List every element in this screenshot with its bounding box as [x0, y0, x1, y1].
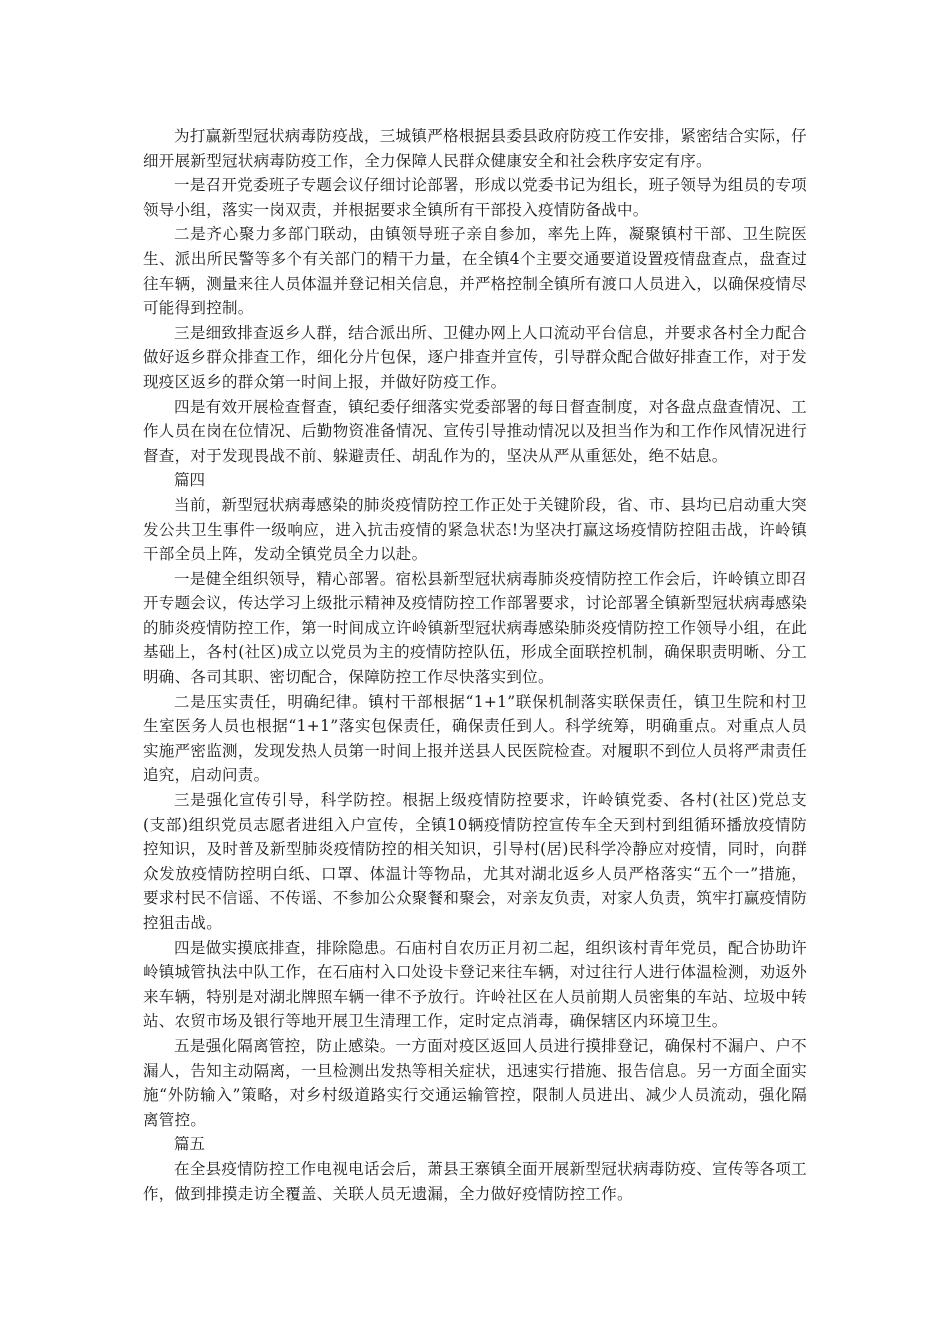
paragraph: 一是健全组织领导，精心部署。宿松县新型冠状病毒肺炎疫情防控工作会后，许岭镇立即召开专题会议，传达学习上级批示精神及疫情防控工作部署要求，讨论部署全镇新型冠状病毒感染的肺炎疫情防控工作，第一时间成立许岭镇新型冠状病毒感染肺炎疫情防控工作领导小组，在此基础上，各村(社区)成立以党员为主的疫情防控队伍，形成全面联控机制，确保职责明晰、分工明确、各司其职、密切配合，保障防控工作尽快落实到位。 — [143, 569, 807, 687]
section-heading: 篇四 — [174, 471, 206, 490]
paragraph: 一是召开党委班子专题会议仔细讨论部署，形成以党委书记为组长，班子领导为组员的专项领导小组，落实一岗双责，并根据要求全镇所有干部投入疫情防备战中。 — [143, 176, 807, 219]
paragraph: 四是做实摸底排查，排除隐患。石庙村自农历正月初二起，组织该村青年党员，配合协助许岭镇城管执法中队工作，在石庙村入口处设卡登记来往车辆，对过往行人进行体温检测，劝返外来车辆，特别是对湖北牌照车辆一律不予放行。许岭社区在人员前期人员密集的车站、垃圾中转站、农贸市场及银行等地开展卫生清理工作，定时定点消毒，确保辖区内环境卫生。 — [143, 938, 807, 1031]
paragraph: 在全县疫情防控工作电视电话会后，萧县王寨镇全面开展新型冠状病毒防疫、宣传等各项工作，做到排摸走访全覆盖、关联人员无遗漏，全力做好疫情防控工作。 — [143, 1159, 807, 1203]
paragraph: 三是强化宣传引导，科学防控。根据上级疫情防控要求，许岭镇党委、各村(社区)党总支(支部)组织党员志愿者进组入户宣传，全镇10辆疫情防控宣传车全天到村到组循环播放疫情防控知识，及时普及新型肺炎疫情防控的相关知识，引导村(居)民科学冷静应对疫情，同时，向群众发放疫情防控明白纸、口罩、体温计等物品，尤其对湖北返乡人员严格落实“五个一”措施，要求村民不信谣、不传谣、不参加公众聚餐和聚会，对亲友负责，对家人负责，筑牢打赢疫情防控狙击战。 — [143, 791, 807, 932]
paragraph: 为打赢新型冠状病毒防疫战，三城镇严格根据县委县政府防疫工作安排，紧密结合实际，仔细开展新型冠状病毒防疫工作，全力保障人民群众健康安全和社会秩序安定有序。 — [143, 127, 807, 170]
paragraph: 四是有效开展检查督查，镇纪委仔细落实党委部署的每日督查制度，对各盘点盘查情况、工作人员在岗在位情况、后勤物资准备情况、宣传引导推动情况以及担当作为和工作作风情况进行督查，对于发现畏战不前、躲避责任、胡乱作为的，坚决从严从重惩处，绝不姑息。 — [143, 397, 807, 465]
document-body — [143, 124, 807, 1206]
paragraph: 三是细致排查返乡人群，结合派出所、卫健办网上人口流动平台信息，并要求各村全力配合做好返乡群众排查工作，细化分片包保，逐户排查并宣传，引导群众配合做好排查工作，对于发现疫区返乡的群众第一时间上报，并做好防疫工作。 — [143, 323, 807, 391]
paragraph: 当前，新型冠状病毒感染的肺炎疫情防控工作正处于关键阶段，省、市、县均已启动重大突发公共卫生事件一级响应，进入抗击疫情的紧急状态!为坚决打赢这场疫情防控阻击战，许岭镇干部全员上阵，发动全镇党员全力以赴。 — [143, 495, 807, 564]
paragraph: 五是强化隔离管控，防止感染。一方面对疫区返回人员进行摸排登记，确保村不漏户、户不漏人，告知主动隔离，一旦检测出发热等相关症状，迅速实行措施、报告信息。另一方面全面实施“外防输入”策略，对乡村级道路实行交通运输管控，限制人员进出、减少人员流动，强化隔离管控。 — [143, 1036, 807, 1129]
paragraph: 二是压实责任，明确纪律。镇村干部根据“1+1”联保机制落实联保责任，镇卫生院和村卫生室医务人员也根据“1+1”落实包保责任，确保责任到人。科学统筹，明确重点。对重点人员实施严密监测，发现发热人员第一时间上报并送县人民医院检查。对履职不到位人员将严肃责任追究，启动问责。 — [143, 692, 807, 785]
paragraph: 二是齐心聚力多部门联动，由镇领导班子亲自参加，率先上阵，凝聚镇村干部、卫生院医生、派出所民警等多个有关部门的精干力量，在全镇4个主要交通要道设置疫情盘查点，盘查过往车辆，测量来往人员体温并登记相关信息，并严格控制全镇所有渡口人员进入，以确保疫情尽可能得到控制。 — [143, 225, 807, 318]
section-heading: 篇五 — [174, 1135, 206, 1154]
